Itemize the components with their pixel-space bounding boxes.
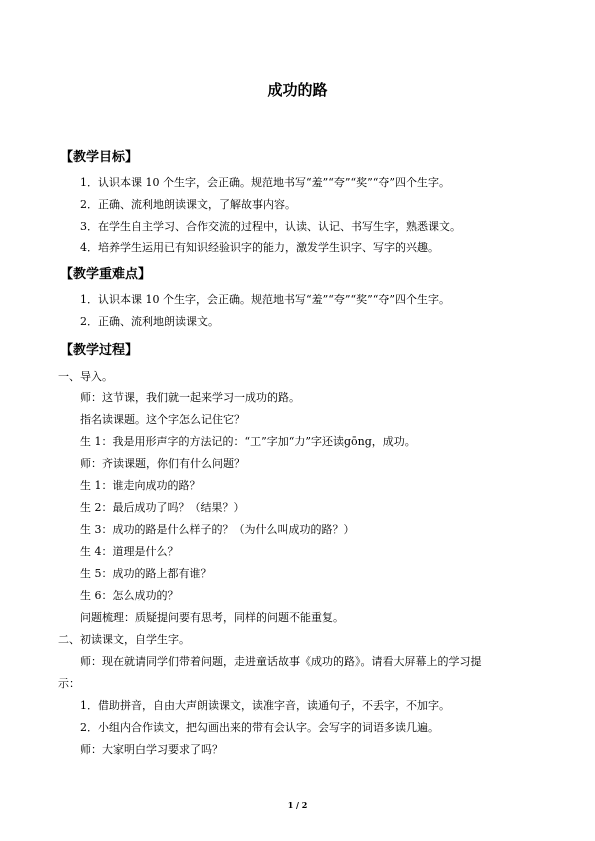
process-part2-title: 二、初读课文，自学生字。 [58, 633, 190, 646]
page-title: 成功的路 [267, 81, 328, 99]
process-line: 生 2：最后成功了吗？（结果？） [80, 501, 245, 514]
page-number: 1 / 2 [287, 800, 308, 810]
key-point-item-1: 1．认识本课 10 个生字，会正确。规范地书写“羞”“夸”“奖”“夺”四个生字。 [80, 293, 450, 306]
process-paragraph-continued: 示： [58, 677, 80, 690]
process-line: 2．小组内合作读文，把勾画出来的带有会认字。会写字的词语多读几遍。 [80, 721, 439, 734]
process-line: 生 1：谁走向成功的路？ [80, 479, 201, 492]
goal-item-2: 2．正确、流利地朗读课文，了解故事内容。 [80, 198, 296, 211]
process-paragraph: 师：现在就请同学们带着问题，走进童话故事《成功的路》。请看大屏幕上的学习提 [80, 655, 482, 668]
goal-item-1: 1．认识本课 10 个生字，会正确。规范地书写“羞”“夸”“奖”“夺”四个生字。 [80, 176, 450, 189]
process-line: 师：齐读课题，你们有什么问题？ [80, 457, 245, 470]
goals-heading: 【教学目标】 [60, 150, 139, 165]
process-line: 问题梳理：质疑提问要有思考，同样的问题不能重复。 [80, 611, 344, 624]
process-line: 生 5：成功的路上都有谁？ [80, 567, 212, 580]
key-point-item-2: 2．正确、流利地朗读课文。 [80, 315, 219, 328]
goal-item-3: 3．在学生自主学习、合作交流的过程中，认读、认记、书写生字，熟悉课文。 [80, 220, 461, 233]
process-line: 1．借助拼音，自由大声朗读课文，读准字音，读通句子，不丢字，不加字。 [80, 699, 450, 712]
process-line: 师：这节课，我们就一起来学习一成功的路。 [80, 391, 300, 404]
goal-item-4: 4．培养学生运用已有知识经验识字的能力，激发学生识字、写字的兴趣。 [80, 241, 439, 254]
process-line: 师：大家明白学习要求了吗？ [80, 743, 223, 756]
process-line: 指名读课题。这个字怎么记住它？ [80, 413, 245, 426]
process-line: 生 4：道理是什么？ [80, 545, 179, 558]
process-part1-title: 一、导入。 [58, 370, 113, 383]
process-heading: 【教学过程】 [60, 343, 139, 358]
key-points-heading: 【教学重难点】 [60, 267, 152, 282]
process-line: 生 3：成功的路是什么样子的？（为什么叫成功的路？） [80, 523, 355, 536]
process-line: 生 6：怎么成功的？ [80, 589, 179, 602]
process-line: 生 1：我是用形声字的方法记的：“工”字加“力”字还读gōng，成功。 [80, 435, 416, 448]
